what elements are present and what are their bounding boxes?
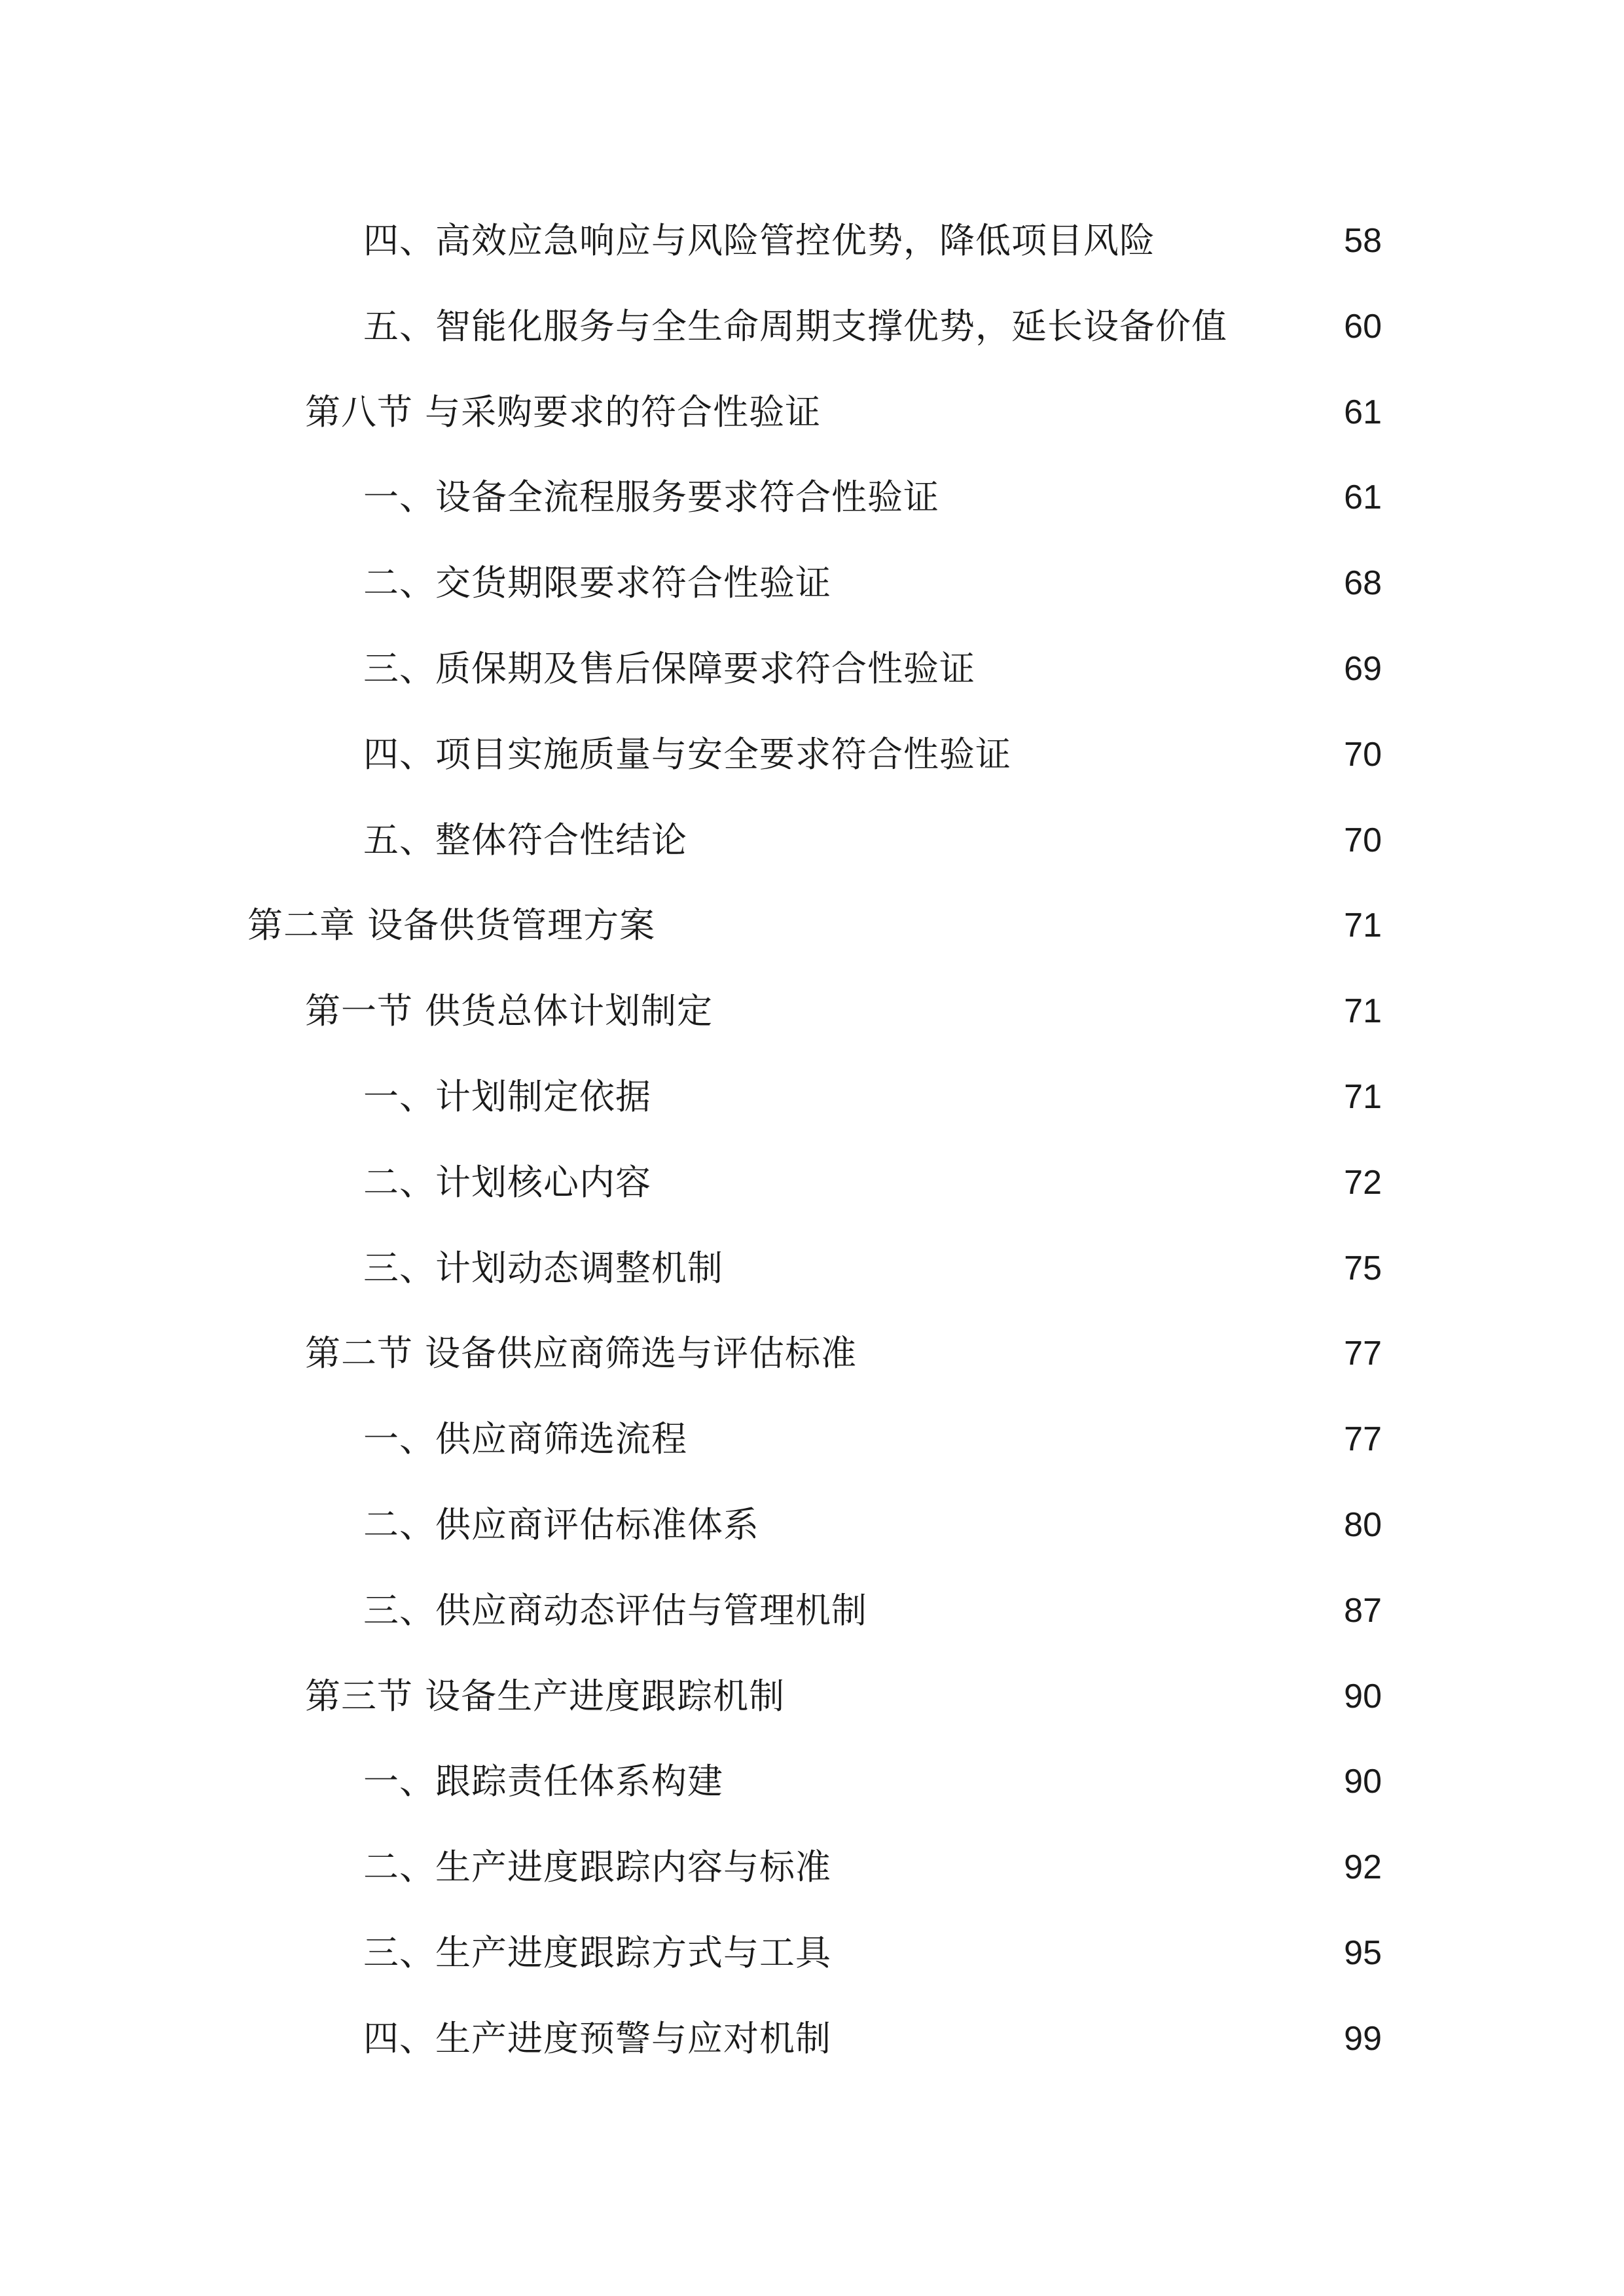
toc-entry-page-number: 60 <box>1344 307 1382 346</box>
toc-entry-title: 第三节 设备生产进度跟踪机制 <box>305 1675 785 1717</box>
toc-entry-title: 二、交货期限要求符合性验证 <box>363 562 831 604</box>
toc-entry[interactable] <box>0 1244 1624 1329</box>
toc-entry-title: 二、供应商评估标准体系 <box>363 1503 759 1545</box>
toc-entry[interactable] <box>0 1586 1624 1672</box>
toc-entry[interactable] <box>0 1928 1624 2014</box>
toc-entry-title: 四、生产进度预警与应对机制 <box>363 2017 831 2059</box>
toc-entry[interactable] <box>0 473 1624 558</box>
toc-entry-page-number: 71 <box>1344 906 1382 945</box>
toc-entry[interactable] <box>0 216 1624 302</box>
toc-entry-title: 第二章 设备供货管理方案 <box>247 905 656 946</box>
toc-entry[interactable] <box>0 1329 1624 1414</box>
toc-entry-title: 五、整体符合性结论 <box>363 819 687 861</box>
toc-entry-page-number: 92 <box>1344 1848 1382 1887</box>
toc-entry-title: 一、跟踪责任体系构建 <box>363 1761 723 1803</box>
toc-entry-title: 四、项目实施质量与安全要求符合性验证 <box>363 733 1011 775</box>
toc-entry[interactable] <box>0 986 1624 1072</box>
toc-entry-title: 四、高效应急响应与风险管控优势，降低项目风险 <box>363 220 1155 261</box>
toc-entry-page-number: 80 <box>1344 1505 1382 1544</box>
toc-entry-title: 三、计划动态调整机制 <box>363 1247 723 1289</box>
toc-entry[interactable] <box>0 1842 1624 1928</box>
toc-entry-title: 一、计划制定依据 <box>363 1075 651 1117</box>
toc-entry-page-number: 69 <box>1344 649 1382 688</box>
toc-entry-title: 三、质保期及售后保障要求符合性验证 <box>363 647 975 689</box>
toc-entry-page-number: 87 <box>1344 1591 1382 1630</box>
toc-entry-page-number: 71 <box>1344 992 1382 1031</box>
toc-entry[interactable] <box>0 387 1624 473</box>
toc-entry-title: 三、生产进度跟踪方式与工具 <box>363 1931 831 1973</box>
toc-entry[interactable] <box>0 1672 1624 1757</box>
toc-entry-page-number: 90 <box>1344 1677 1382 1715</box>
toc-entry-page-number: 72 <box>1344 1163 1382 1202</box>
toc-entry-page-number: 71 <box>1344 1077 1382 1116</box>
toc-entry[interactable] <box>0 816 1624 901</box>
toc-entry-title: 第八节 与采购要求的符合性验证 <box>305 391 821 433</box>
toc-entry[interactable] <box>0 558 1624 644</box>
toc-entry[interactable] <box>0 302 1624 387</box>
toc-entry-page-number: 99 <box>1344 2019 1382 2058</box>
toc-entry[interactable] <box>0 730 1624 816</box>
toc-entry-title: 五、智能化服务与全生命周期支撑优势，延长设备价值 <box>363 305 1227 347</box>
toc-entry-title: 二、计划核心内容 <box>363 1161 651 1203</box>
toc-entry-title: 一、供应商筛选流程 <box>363 1418 687 1460</box>
toc-entry-title: 第一节 供货总体计划制定 <box>305 990 713 1032</box>
toc-entry[interactable] <box>0 901 1624 986</box>
toc-entry-page-number: 61 <box>1344 393 1382 431</box>
toc-entry-page-number: 75 <box>1344 1249 1382 1287</box>
toc-entry-title: 一、设备全流程服务要求符合性验证 <box>363 476 939 518</box>
toc-entry[interactable] <box>0 1158 1624 1244</box>
toc-entry[interactable] <box>0 644 1624 730</box>
table-of-contents <box>0 216 1624 2100</box>
toc-entry[interactable] <box>0 1757 1624 1842</box>
toc-entry-page-number: 95 <box>1344 1933 1382 1972</box>
toc-entry[interactable] <box>0 1072 1624 1158</box>
toc-entry[interactable] <box>0 2014 1624 2100</box>
toc-entry-page-number: 61 <box>1344 478 1382 517</box>
toc-entry-title: 三、供应商动态评估与管理机制 <box>363 1589 867 1631</box>
toc-entry[interactable] <box>0 1500 1624 1586</box>
toc-entry-title: 第二节 设备供应商筛选与评估标准 <box>305 1333 857 1374</box>
toc-entry[interactable] <box>0 1414 1624 1500</box>
toc-entry-page-number: 90 <box>1344 1763 1382 1801</box>
toc-entry-page-number: 70 <box>1344 821 1382 859</box>
toc-entry-page-number: 68 <box>1344 564 1382 603</box>
toc-entry-page-number: 77 <box>1344 1335 1382 1373</box>
toc-entry-title: 二、生产进度跟踪内容与标准 <box>363 1846 831 1888</box>
toc-entry-page-number: 77 <box>1344 1420 1382 1459</box>
toc-entry-page-number: 70 <box>1344 735 1382 774</box>
toc-entry-page-number: 58 <box>1344 222 1382 260</box>
